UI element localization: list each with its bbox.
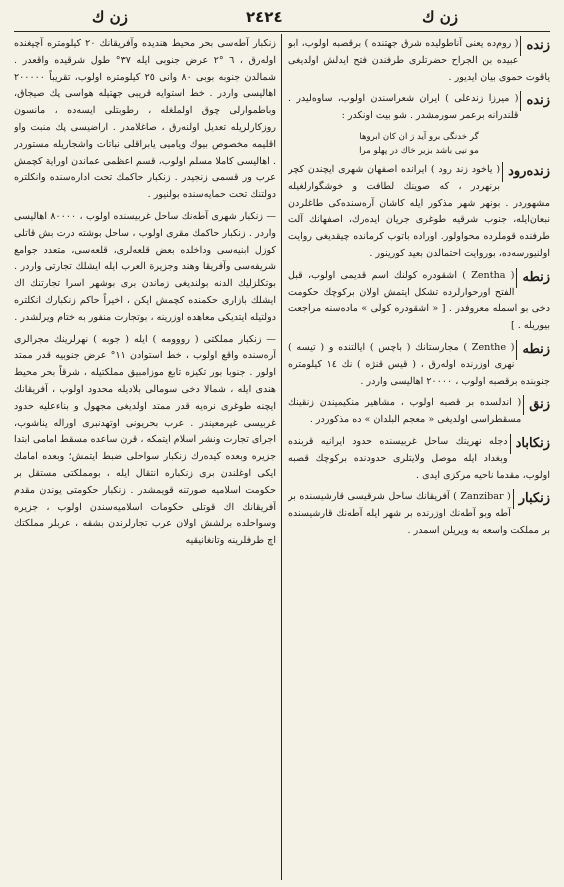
entry-zende-2 xyxy=(288,91,550,125)
verse-line: گر خدنگى برو آيد ز ان كان ابروها xyxy=(359,131,479,142)
entry-headword: زنكاباد xyxy=(510,434,550,454)
paragraph-zanzibar-city: — زنكبار شهرى آطه‌نك ساحل غربيسنده اولوب ، ٨٠٠٠٠ اهاليسى واردر . زنكبار حاكمك مقرى اولوب ، ساحل بوشته درت بش قاتلى كوزل ابنيه‌سى وداخلده بعض قلعه‌لرى، قلعه‌سى، متعدد جوامع شريفه‌سى وآفريقا وهند وجزيرة العرب ايله ايشلك تجارتى واردر . بوتكلزليك الدنه بولنديغى زماندن برى بوشهر اسرا تجارتنك اك ايشلك بازارى حكمنده كچمش ايكن ، اخيراً حاكم زنكبارك انكلتره دولتيله ايتديكى معاهده اوزرينه ، بوتجارت منفور به ختام ويرلشدر . xyxy=(14,210,276,323)
entry-headword: زنكبار xyxy=(513,489,550,509)
entry-zenta-1 xyxy=(288,268,550,335)
entry-headword: زنطه xyxy=(516,268,550,288)
header-rule xyxy=(14,31,550,32)
entry-zanzibar xyxy=(288,489,550,539)
entry-headword: زنده‌رود xyxy=(502,162,550,182)
page-header xyxy=(0,6,564,32)
entry-headword: زنده xyxy=(520,36,550,56)
paragraph-zanzibar-country: — زنكبار مملكتى ( رووومه ) ايله ( جوبه ) نهرلرينك مجرالرى آره‌سنده واقع اولوب ، خط استوادن ١١° عرض جنوبيه قدر ممتد اولور . جنوبا بور تكيزه تابع موزامبيق مملكتيله ، شرقاً بحر محيط هندى ايله ، شمالا دخى سومالى بلاديله محدود اولوب ، آفريقانك ايچنه طوغرى نرەيه قدر ممتد اولديغى مجهول و بناءعليه حدود غربيسى غيرمعيندر . عرب بحريونى اوتهدنبرى اوراله يناشوب، اجراى تجارت ونشر اسلام ايتمكه ، قرن ساعده مسقط امامى ابتدا جزيره وبعده كيدەرك زنكبار سواحلى ضبط ايتمش؛ وبعده امامك ايكى اوغلندن برى زنكباره انتقال ايله ، بومملكتى مستقل بر حكومت اسلاميه صورتنه قويمشدر . زنكبار حكومتى يوندن مقدم آفريقانك اك قوتلى حكومات اسلاميه‌سندن اولوب ، جزيره وسواحلده برلشش اولان عرب تجارلرندن بشقه ، عربلر مملكتك اچ طرفلرينه وتانغانيقيه xyxy=(14,333,276,547)
entry-zengabad xyxy=(288,434,550,484)
running-title-left: زن ك xyxy=(92,8,128,26)
paragraph-zanzibar-island: زنكبار آطه‌سى بحر محيط هنديده وآفريقانك ٢٠ كيلومتره آچيغنده اولەرق ، ٦ °٢ عرض جنوبى ايله ٣٧° طول شرقيده واقعدر . شمالدن جنوبه بوبى ٨٠ وانى ٢٥ كيلومترە اولوب، تقريباً ٢٠٠٠٠٠ اهاليسى واردر . خط استوايه قريبى جهتيله هواسى پك صيجاق، وباطموارلى چوق اولملغله ، رطوبتلى ايسه‌ده ، مانسون روزكارلريله تعديل اولنەرق ، صاغلامدر . اراضيسى پك منبت واو اقليمه مخصوص بيوك وياميى يابراقلى نباتات واشجاريله مستوردر . اهاليسى كاملا مسلم اولوب، قسم اعظمى عماندن اوراية كچمش عرب ور قسمى زنجيدر . زنكبار حاكمك تحت اداره‌سنده وانكلتره دولتنك تحت حمايه‌سنده بولنيور . xyxy=(14,38,276,201)
entry-text: ( اندلسده بر قصبه اولوب ، مشاهير منكيميندن زنقينك مسقطراسى اولديغى « معجم البلدان » ده مذكوردر . xyxy=(288,397,522,426)
entry-headword: زنده xyxy=(520,91,550,111)
entry-zenta-2 xyxy=(288,340,550,390)
entry-text: ( Zenthe ) مجارستانك ( باچس ) ايالتنده و ( تيسه ) نهرى اوزرنده اولەرق ، ( قيس قنژه ) نك ١٤ كيلومترە جنوبنده برقصبه اولوب ، ٢٠٠٠٠ اهاليسى واردر . xyxy=(288,341,550,387)
entry-headword: زنطه xyxy=(516,340,550,360)
entry-text: ( Zentha ) اشقودره كولنك اسم قديمى اولوب، قبل الفتح اورحوارلرده تشكل ايتمش اولان بركوچك حكومت دخى بو اسمله معروفدر . [ « اشقودره كولى » ماده‌سنه مراجعت بيوريله . ] xyxy=(288,269,550,332)
column-divider xyxy=(281,34,282,880)
entry-zende-1 xyxy=(288,36,550,86)
entry-text: ( روم‌ده يعنى آناطوليده شرق جهتنده ) برقصبه اولوب، ابو عبيده بن الجراح حضرتلرى طرفندن فتح ايدلش اولديغى ياقوت حموى بيان ايديور . xyxy=(288,38,550,83)
verse-line: مو نيى باشد بزير خاك در پهلو مرا xyxy=(359,145,479,156)
entry-zenderud xyxy=(288,162,550,263)
entry-text: دجله نهرينك ساحل غربيسنده حدود ايرانيه قربنده وبغداد ايله موصل ولايتلرى حدودنده بركوچك قصبه اولوب، مقدما ناحيه مركزى ايدى . xyxy=(288,435,550,481)
right-column xyxy=(288,36,550,882)
entry-text: ( Zanzibar ) آفريقانك ساحل شرقيسى قارشيسنده بر آطه وبو آطه‌نك اوزرنده بر شهر ايله آطه‌نك قارشيسنده بر مملكت واسعه به ويريلن اسمدر . xyxy=(288,491,550,536)
verse-quote xyxy=(288,130,550,158)
entry-text: ( ياخود زند رود ) ايرانده اصفهان شهرى ايچندن كچر برنهردر ، كه صوينك لطافت و خوشگوارلغيله مشهوردر . بونهر شهر مذكور ايله كاشان آره‌سنده‌كى طاغلردن نبعان‌ايله، جنوب شرقيه طوغرى جريان ايدەرك، اصفهانك آلت طرفنده قوملرده محواولور. اورادە باتوب كرمانده چيقديغى روايت اولنيورسه‌ده، بوروايت احتمالدن بعيد كورينور . xyxy=(288,163,550,259)
page-number: ٢٤٢٤ xyxy=(246,8,283,26)
left-column xyxy=(14,36,276,882)
entry-headword: زنق xyxy=(523,395,550,415)
entry-text: ( ميرزا زندعلى ) ايران شعراسندن اولوب، ساوه‌ليدر . قلندرانه برعمر سورمشدر . شو بيت اونكدر : xyxy=(288,93,519,122)
entry-zenq xyxy=(288,395,550,429)
running-title-right: زن ك xyxy=(422,8,458,26)
